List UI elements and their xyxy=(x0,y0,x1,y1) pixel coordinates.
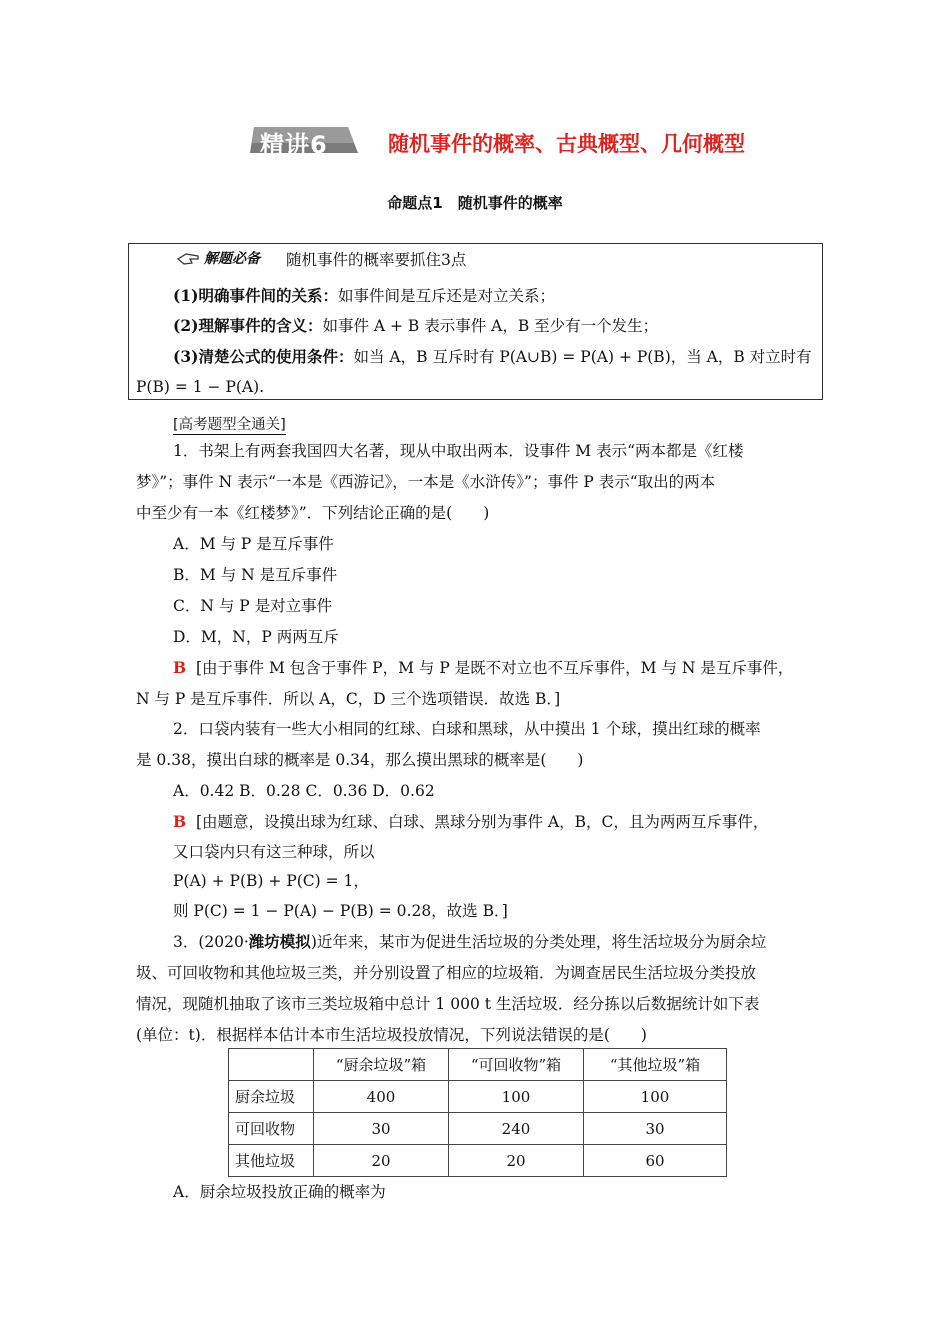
q1-answer: B xyxy=(173,658,187,677)
q2-options: A．0.42 B．0.28 C．0.36 D．0.62 xyxy=(173,782,435,800)
section-subtitle: 命题点1 随机事件的概率 xyxy=(387,194,563,212)
table-cell: 30 xyxy=(584,1113,727,1145)
q1-option-d: D．M，N，P 两两互斥 xyxy=(173,628,339,646)
section-tag: [高考题型全通关] xyxy=(173,413,286,435)
essentials-point-2 xyxy=(173,316,658,336)
table-cell: 100 xyxy=(584,1081,727,1113)
q2-explanation-3: P(A) + P(B) + P(C) = 1， xyxy=(173,872,369,890)
q3-option-a: A．厨余垃圾投放正确的概率为 xyxy=(173,1183,386,1201)
essentials-intro: 随机事件的概率要抓住3点 xyxy=(286,251,467,269)
q2-explanation-4: 则 P(C) = 1 − P(A) − P(B) = 0.28，故选 B．] xyxy=(173,902,508,920)
essentials-point-1 xyxy=(173,286,555,306)
table-cell: 400 xyxy=(314,1081,449,1113)
essentials-point-3 xyxy=(173,347,812,367)
q3-line-1-b: )近年来，某市为促进生活垃圾的分类处理，将生活垃圾分为厨余垃 xyxy=(310,933,767,951)
table-row-header: 可回收物 xyxy=(229,1113,314,1145)
q3-line-1-a: 3．(2020· xyxy=(173,933,249,951)
table-header-cell: “其他垃圾”箱 xyxy=(584,1049,727,1081)
q3-source: 潍坊模拟 xyxy=(248,932,311,951)
table-header-cell: “可回收物”箱 xyxy=(449,1049,584,1081)
q2-answer: B xyxy=(173,812,187,831)
q2-line-2: 是 0.38，摸出白球的概率是 0.34，那么摸出黑球的概率是( ) xyxy=(136,751,584,769)
table-row xyxy=(229,1081,727,1113)
table-header-cell: “厨余垃圾”箱 xyxy=(314,1049,449,1081)
table-header-cell xyxy=(229,1049,314,1081)
table-cell: 240 xyxy=(449,1113,584,1145)
q1-explanation-2: N 与 P 是互斥事件．所以 A，C，D 三个选项错误．故选 B．] xyxy=(136,690,561,708)
q2-line-1: 2．口袋内装有一些大小相同的红球、白球和黑球，从中摸出 1 个球，摸出红球的概率 xyxy=(173,720,761,738)
q1-line-2: 梦》”；事件 N 表示“一本是《西游记》，一本是《水浒传》”；事件 P 表示“取出的两本 xyxy=(136,473,716,491)
q3-line-2: 圾、可回收物和其他垃圾三类，并分别设置了相应的垃圾箱．为调查居民生活垃圾分类投放 xyxy=(136,964,757,982)
badge-label: 精讲6 xyxy=(260,131,328,159)
table-row-header: 厨余垃圾 xyxy=(229,1081,314,1113)
point-2-head: (2)理解事件的含义： xyxy=(173,316,323,335)
q2-expl-text: [由题意，设摸出球为红球、白球、黑球分别为事件 A，B，C，且为两两互斥事件， xyxy=(195,813,769,831)
table-header-row xyxy=(229,1049,727,1081)
q1-option-a: A．M 与 P 是互斥事件 xyxy=(173,535,334,553)
table-cell: 100 xyxy=(449,1081,584,1113)
essentials-point-3-cont: P(B) = 1 − P(A). xyxy=(136,378,265,396)
q1-line-3: 中至少有一本《红楼梦》”．下列结论正确的是( ) xyxy=(136,504,490,522)
table-row xyxy=(229,1113,727,1145)
q2-explanation-2: 又口袋内只有这三种球，所以 xyxy=(173,843,375,861)
table-cell: 60 xyxy=(584,1145,727,1177)
q1-line-1: 1．书架上有两套我国四大名著，现从中取出两本．设事件 M 表示“两本都是《红楼 xyxy=(173,442,744,460)
q1-option-c: C．N 与 P 是对立事件 xyxy=(173,597,333,615)
table-row xyxy=(229,1145,727,1177)
pointing-hand-icon xyxy=(176,250,200,268)
point-2-body: 如事件 A + B 表示事件 A，B 至少有一个发生； xyxy=(322,317,659,335)
point-1-body: 如事件间是互斥还是对立关系； xyxy=(337,287,555,305)
waste-table xyxy=(228,1048,727,1177)
essentials-label: 解题必备 xyxy=(204,251,260,267)
q3-line-3: 情况，现随机抽取了该市三类垃圾箱中总计 1 000 t 生活垃圾．经分拣以后数据统计如下表 xyxy=(136,995,760,1013)
table-cell: 20 xyxy=(314,1145,449,1177)
point-1-head: (1)明确事件间的关系： xyxy=(173,286,338,305)
page-title: 随机事件的概率、古典概型、几何概型 xyxy=(388,132,745,156)
point-3-head: (3)清楚公式的使用条件： xyxy=(173,347,354,366)
q3-line-4: (单位：t)．根据样本估计本市生活垃圾投放情况，下列说法错误的是( ) xyxy=(136,1026,647,1044)
point-3-body: 如当 A，B 互斥时有 P(A∪B) = P(A) + P(B)，当 A，B 对立时有 xyxy=(353,348,812,366)
title-badge xyxy=(250,123,360,157)
table-cell: 20 xyxy=(449,1145,584,1177)
q3-line-1 xyxy=(173,932,766,952)
q1-option-b: B．M 与 N 是互斥事件 xyxy=(173,566,338,584)
table-cell: 30 xyxy=(314,1113,449,1145)
q1-expl-text: [由于事件 M 包含于事件 P，M 与 P 是既不对立也不互斥事件，M 与 N 是互斥事件， xyxy=(195,659,794,677)
q1-explanation-1 xyxy=(173,658,793,678)
q2-explanation-1 xyxy=(173,812,768,832)
table-row-header: 其他垃圾 xyxy=(229,1145,314,1177)
